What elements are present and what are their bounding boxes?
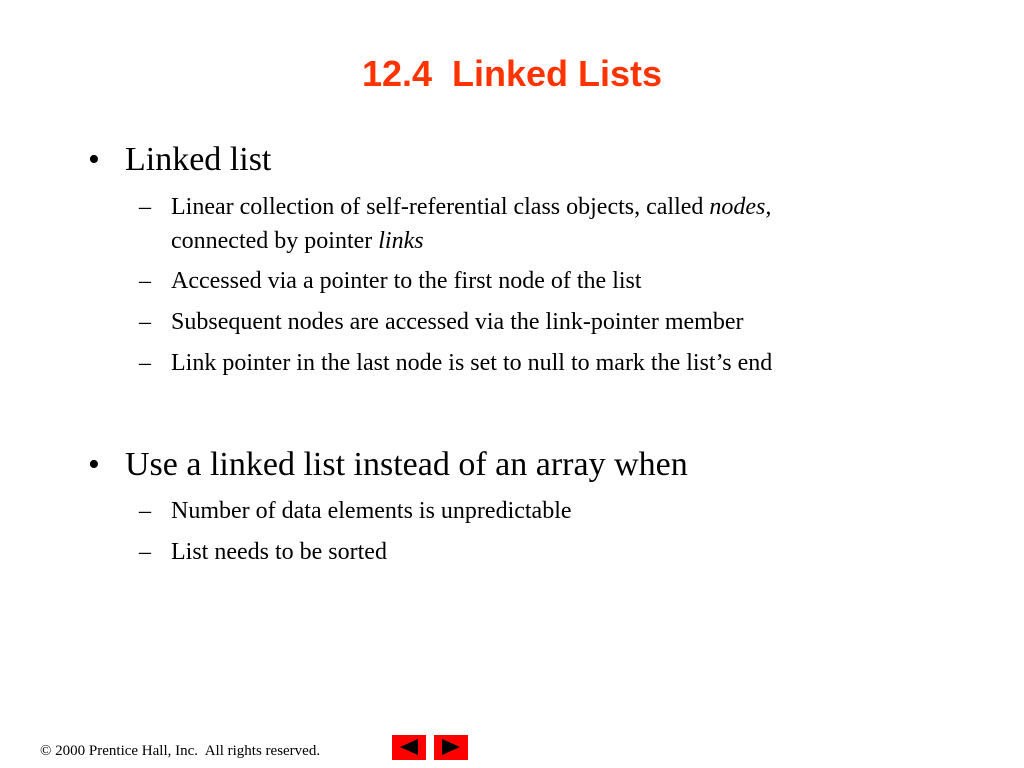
copyright-text: 2000 Prentice Hall, Inc. All rights reserved.	[51, 743, 321, 759]
next-slide-button[interactable]	[434, 735, 468, 760]
left-arrow-icon	[400, 739, 418, 755]
sub-bullet-text: List needs to be sorted	[171, 539, 387, 565]
slide-title: 12.4 Linked Lists	[361, 53, 663, 94]
right-arrow-icon	[442, 739, 460, 755]
sub-bullet-emphasis: nodes,	[709, 194, 772, 220]
sub-bullet-text: Number of data elements is unpredictable	[171, 498, 572, 524]
copyright-symbol: ©	[40, 743, 52, 759]
dash-glyph: –	[139, 539, 151, 565]
copyright-footer	[40, 742, 320, 760]
sub-bullet-emphasis: links	[378, 228, 424, 254]
bullet-glyph: •	[88, 446, 100, 483]
bullet-glyph: •	[88, 141, 100, 178]
dash-glyph: –	[139, 194, 151, 220]
sub-bullet-text: connected by pointer	[171, 228, 379, 254]
sub-bullet-text: Subsequent nodes are accessed via the link-pointer member	[171, 309, 744, 335]
bullet-heading: Linked list	[125, 141, 272, 178]
bullet-heading: Use a linked list instead of an array when	[125, 446, 688, 483]
sub-bullet-text: Accessed via a pointer to the first node of the list	[171, 268, 642, 294]
sub-bullet-text: Link pointer in the last node is set to null to mark the list’s end	[171, 350, 773, 376]
dash-glyph: –	[139, 498, 151, 524]
previous-slide-button[interactable]	[392, 735, 426, 760]
sub-bullet-text: Linear collection of self-referential class objects, called	[171, 194, 710, 220]
dash-glyph: –	[139, 350, 151, 376]
dash-glyph: –	[139, 268, 151, 294]
dash-glyph: –	[139, 309, 151, 335]
